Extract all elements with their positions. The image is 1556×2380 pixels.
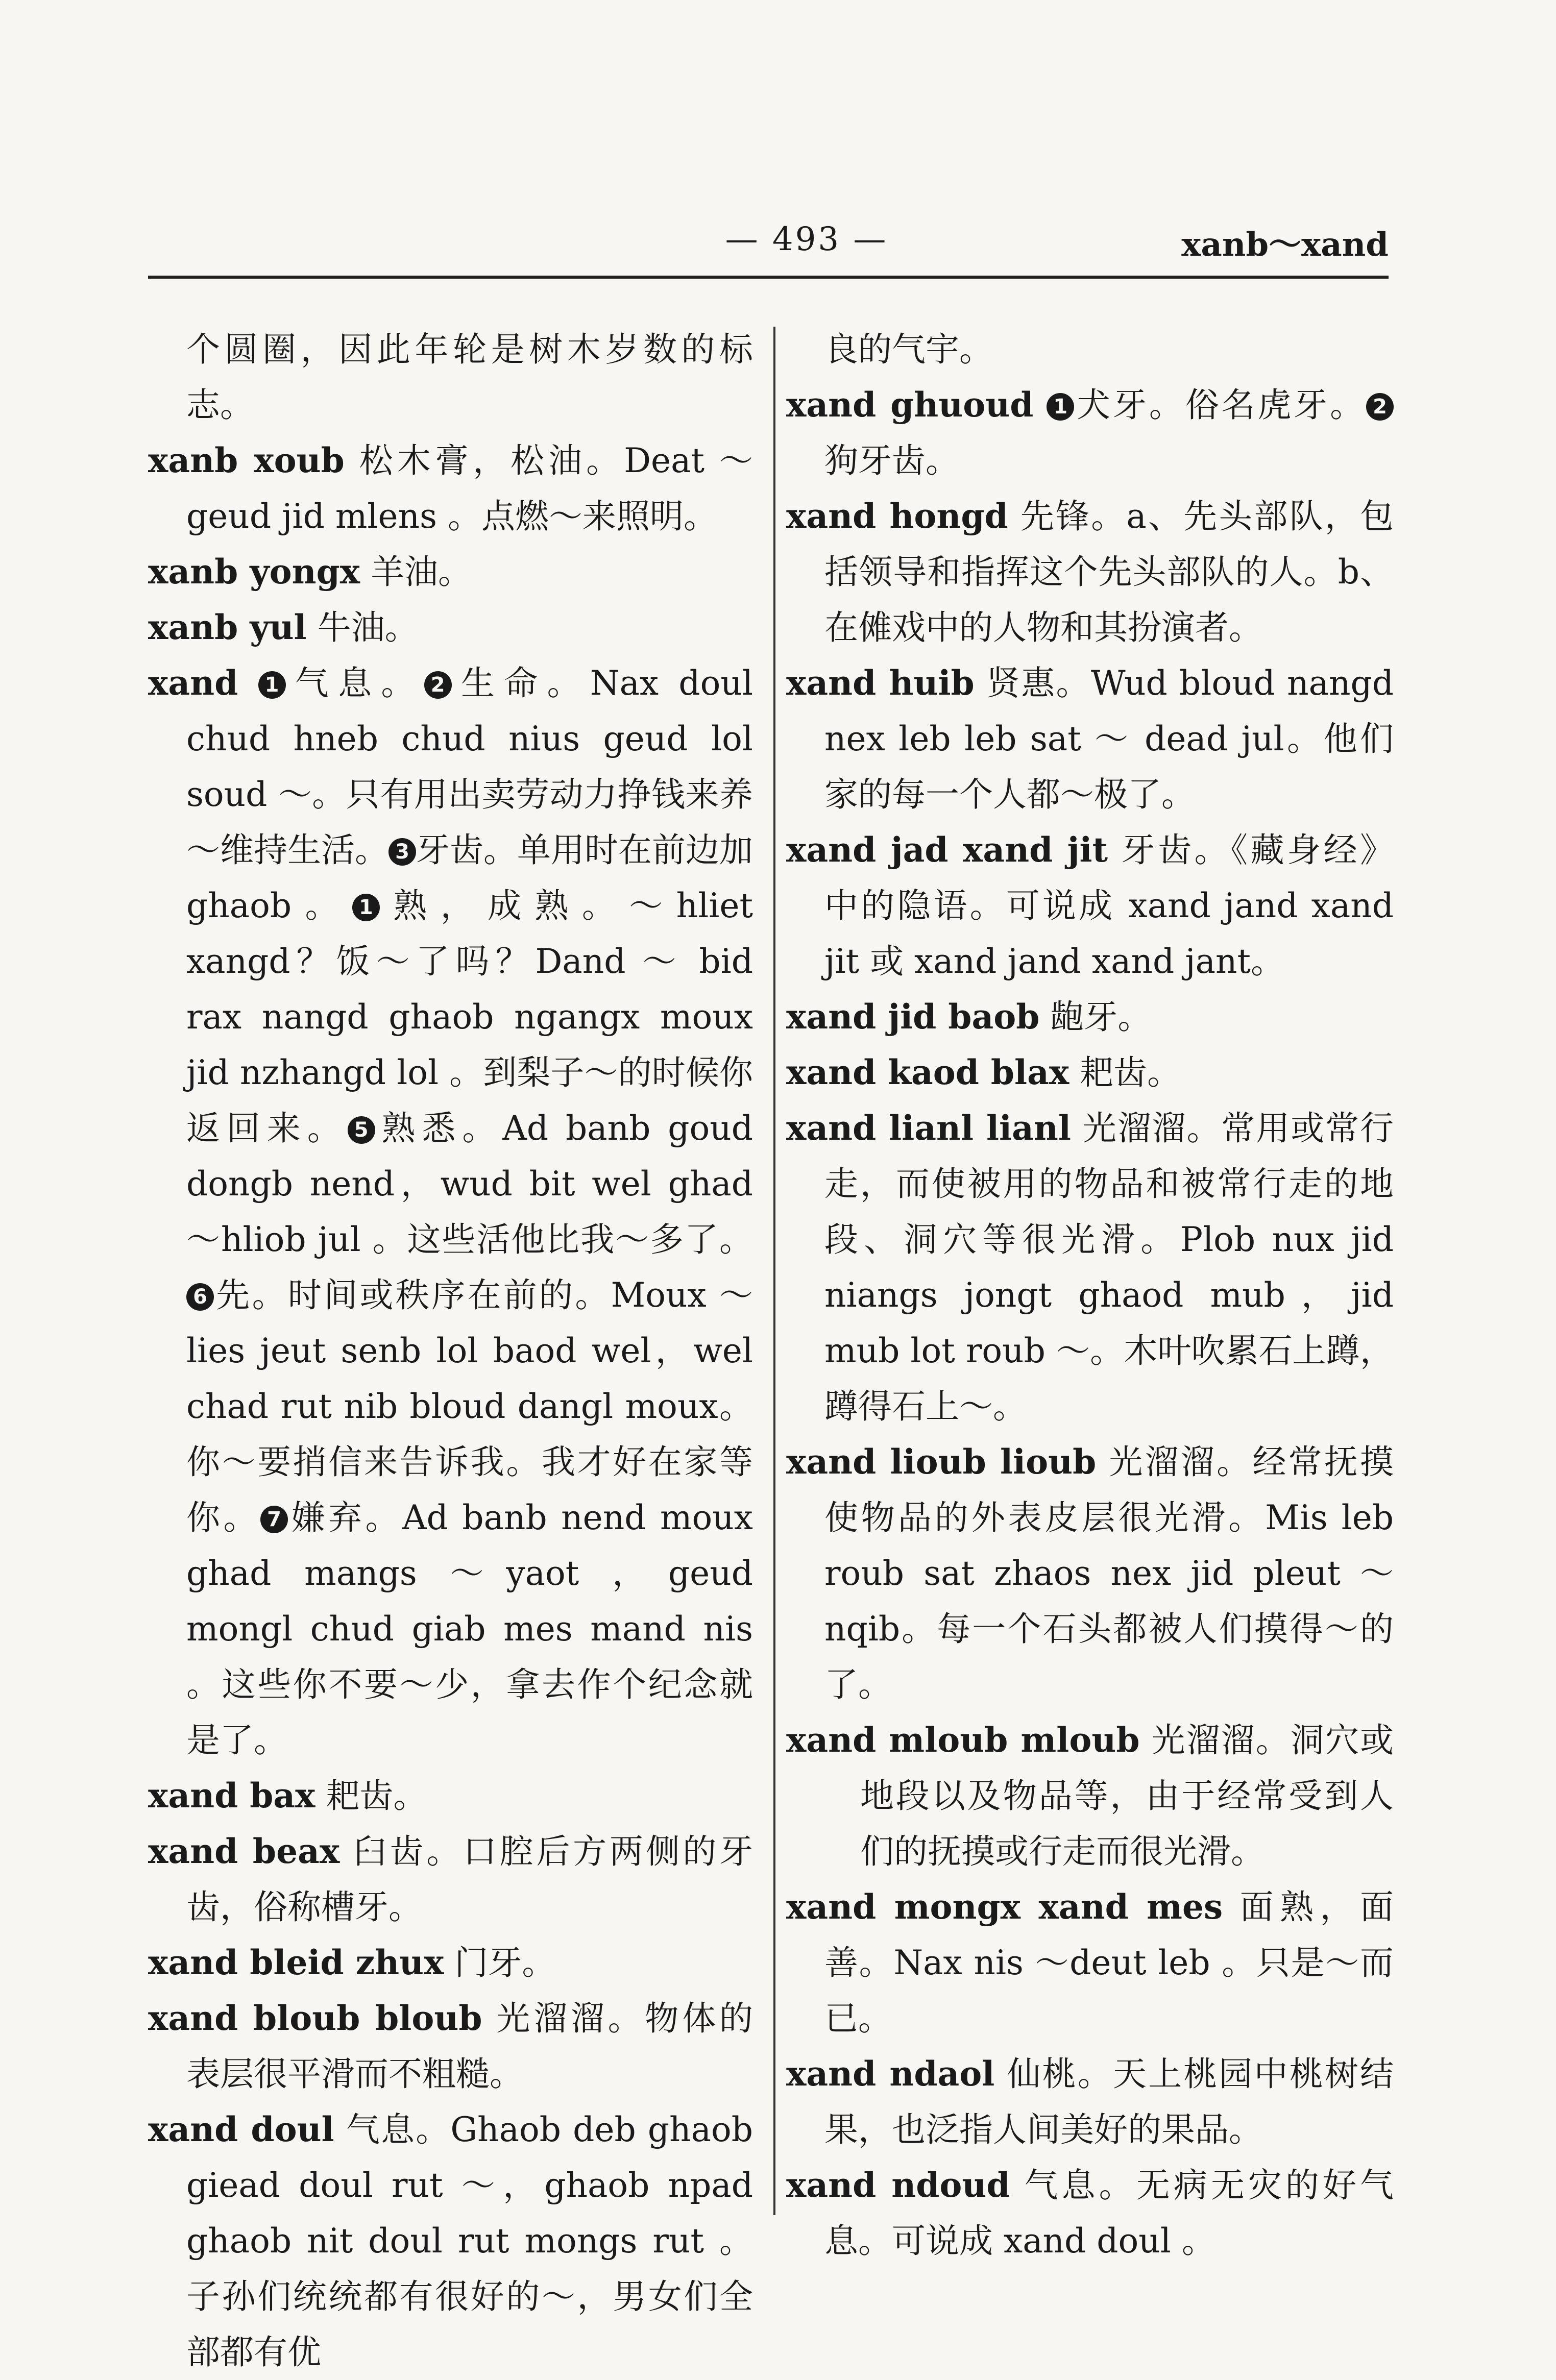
dictionary-entry: [148, 1991, 753, 2102]
page-header: [148, 214, 1389, 279]
sense-number-icon: 6: [186, 1283, 214, 1311]
entry-headword: xand hongd: [786, 496, 1008, 536]
entry-headword: xand jad xand jit: [786, 830, 1108, 870]
entry-definition: 牛油。: [306, 608, 419, 647]
dictionary-entry: [786, 989, 1394, 1045]
entry-headword: xand bax: [148, 1776, 315, 1815]
entry-definition: 气息。Ghaob deb ghaob giead doul rut ～，ghaob npad ghaob nit doul rut mongs rut 。子孙们统统都有很好的～，男女们全部都有优: [186, 2110, 753, 2372]
entry-definition: 光溜溜。洞穴或地段以及物品等，由于经常受到人们的抚摸或行走而很光滑。: [860, 1721, 1394, 1871]
sense-number-icon: 1: [1047, 393, 1074, 421]
entry-headword: xand lianl lianl: [786, 1108, 1071, 1148]
sense-number-icon: 1: [352, 894, 380, 921]
entry-definition: 松木膏，松油。Deat ～geud jid mlens 。点燃～来照明。: [186, 441, 753, 536]
entry-headword: xand mongx xand mes: [786, 1887, 1223, 1927]
entry-headword: xand kaod blax: [786, 1052, 1069, 1092]
entry-definition: 光溜溜。经常抚摸使物品的外表皮层很光滑。Mis leb roub sat zhaos nex jid pleut ～ nqib。每一个石头都被人们摸得～的了。: [824, 1442, 1394, 1704]
entry-headword: xand jid baob: [786, 997, 1040, 1037]
sense-definition: 嫌弃。Ad banb nend moux ghad mangs ～yaot ，geud mongl chud giab mes mand nis 。这些你不要～少，拿去作个纪念就是了。: [186, 1498, 753, 1760]
sense-number-icon: 1: [258, 671, 286, 699]
sense-definition: 熟，成熟。～hliet xangd？饭～了吗？Dand ～ bid rax nangd ghaob ngangx moux jid nzhangd lol 。到梨子～的时候你返回来。: [186, 886, 753, 1148]
entry-definition: 羊油。: [360, 552, 472, 592]
entry-headword: xand mloub mloub: [786, 1720, 1140, 1760]
entry-definition: 贤惠。Wud bloud nangd nex leb leb sat ～ dead jul。他们家的每一个人都～极了。: [824, 664, 1394, 814]
dictionary-entry: [786, 822, 1394, 989]
entry-definition: 光溜溜。常用或常行走，而使被用的物品和被常行走的地段、洞穴等很光滑。Plob nux jid niangs jongt ghaod mub，jid mub lot roub ～。木叶吹累石上蹲，蹲得石上～。: [824, 1109, 1394, 1426]
entry-definition: 门牙。: [444, 1943, 556, 1982]
entry-definition: 耙齿。: [315, 1776, 427, 1815]
left-column: [148, 322, 753, 2380]
dictionary-entry: [148, 433, 753, 544]
sense-definition: 气息。: [285, 664, 424, 703]
dictionary-entry: [786, 488, 1394, 655]
entry-headword: xand bleid zhux: [148, 1943, 444, 1982]
dictionary-entry: [786, 2157, 1394, 2269]
sense-definition: 生命。Nax doul chud hneb chud nius geud lol soud ～。只有用出卖劳动力挣钱来养～维持生活。: [186, 664, 753, 870]
entry-definition: 个圆圈，因此年轮是树木岁数的标志。: [186, 330, 753, 425]
sense-number-icon: 5: [348, 1116, 375, 1144]
dictionary-entry: [786, 1100, 1394, 1434]
dictionary-entry: [148, 322, 753, 433]
dictionary-entry: [786, 377, 1394, 488]
running-head: xanb～xand: [1181, 226, 1389, 264]
sense-definition: 先。时间或秩序在前的。Moux ～lies jeut senb lol baod wel，wel chad rut nib bloud dangl moux。你～要捎信来告诉我。我才好在家等你。: [186, 1275, 753, 1537]
entry-headword: xand ndaol: [786, 2054, 995, 2094]
entry-headword: xand lioub lioub: [786, 1442, 1097, 1482]
sense-number-icon: 7: [260, 1506, 288, 1533]
entry-headword: xand: [148, 663, 238, 703]
entry-definition: 先锋。a、先头部队，包括领导和指挥这个先头部队的人。b、在傩戏中的人物和其扮演者。: [824, 497, 1394, 647]
sense-number-icon: 3: [388, 838, 416, 866]
dictionary-entry: [148, 1768, 753, 1824]
sense-number-icon: 2: [1366, 393, 1394, 421]
dictionary-entry: [786, 1712, 1394, 1879]
entry-definition: 龅牙。: [1039, 997, 1152, 1037]
right-column: [786, 322, 1394, 2269]
entry-definition: 臼齿。口腔后方两侧的牙齿，俗称槽牙。: [186, 1832, 753, 1927]
column-divider: [773, 327, 775, 2215]
dictionary-entry: [786, 1434, 1394, 1712]
page-number: — 493 —: [725, 220, 888, 258]
entry-definition: 仙桃。天上桃园中桃树结果，也泛指人间美好的果品。: [824, 2054, 1394, 2149]
dictionary-entry: [148, 544, 753, 600]
dictionary-entry: [786, 655, 1394, 822]
sense-definition: 熟悉。Ad banb goud dongb nend，wud bit wel ghad ～hliob jul 。这些活他比我～多了。: [186, 1109, 753, 1259]
entry-headword: xand beax: [148, 1831, 340, 1871]
dictionary-entry: [148, 600, 753, 655]
sense-definition: 犬牙。俗名虎牙。: [1074, 385, 1367, 425]
dictionary-entry: [786, 1879, 1394, 2046]
dictionary-entry: [148, 2102, 753, 2380]
entry-definition: 气息。无病无灾的好气息。可说成 xand doul 。: [824, 2166, 1394, 2261]
entry-headword: xand ghuoud: [786, 385, 1034, 425]
entry-definition: 面熟，面善。Nax nis ～deut leb 。只是～而已。: [824, 1887, 1394, 2038]
entry-headword: xanb yongx: [148, 552, 360, 592]
entry-definition: 耙齿。: [1069, 1053, 1181, 1092]
entry-headword: xand ndoud: [786, 2165, 1010, 2205]
entry-definition: 光溜溜。物体的表层很平滑而不粗糙。: [186, 1999, 753, 2094]
sense-definition: 狗牙齿。: [824, 441, 959, 480]
entry-definition: 良的气宇。: [824, 330, 993, 369]
entry-headword: xand doul: [148, 2109, 334, 2149]
entry-definition: 牙齿。《藏身经》中的隐语。可说成 xand jand xand jit 或 xand jand xand jant。: [824, 830, 1394, 981]
entry-headword: xanb yul: [148, 607, 307, 647]
dictionary-entry: [786, 2046, 1394, 2157]
entry-headword: xand bloub bloub: [148, 1998, 482, 2038]
entry-headword: xand huib: [786, 663, 975, 703]
dictionary-entry: [148, 655, 753, 1768]
dictionary-entry: [148, 1935, 753, 1991]
dictionary-entry: [148, 1824, 753, 1935]
sense-number-icon: 2: [424, 671, 452, 699]
dictionary-entry: [786, 1045, 1394, 1100]
sense-definition: 牙齿。单用时在前边加 ghaob。: [186, 830, 753, 925]
entry-headword: xanb xoub: [148, 440, 345, 480]
dictionary-entry: [786, 322, 1394, 377]
